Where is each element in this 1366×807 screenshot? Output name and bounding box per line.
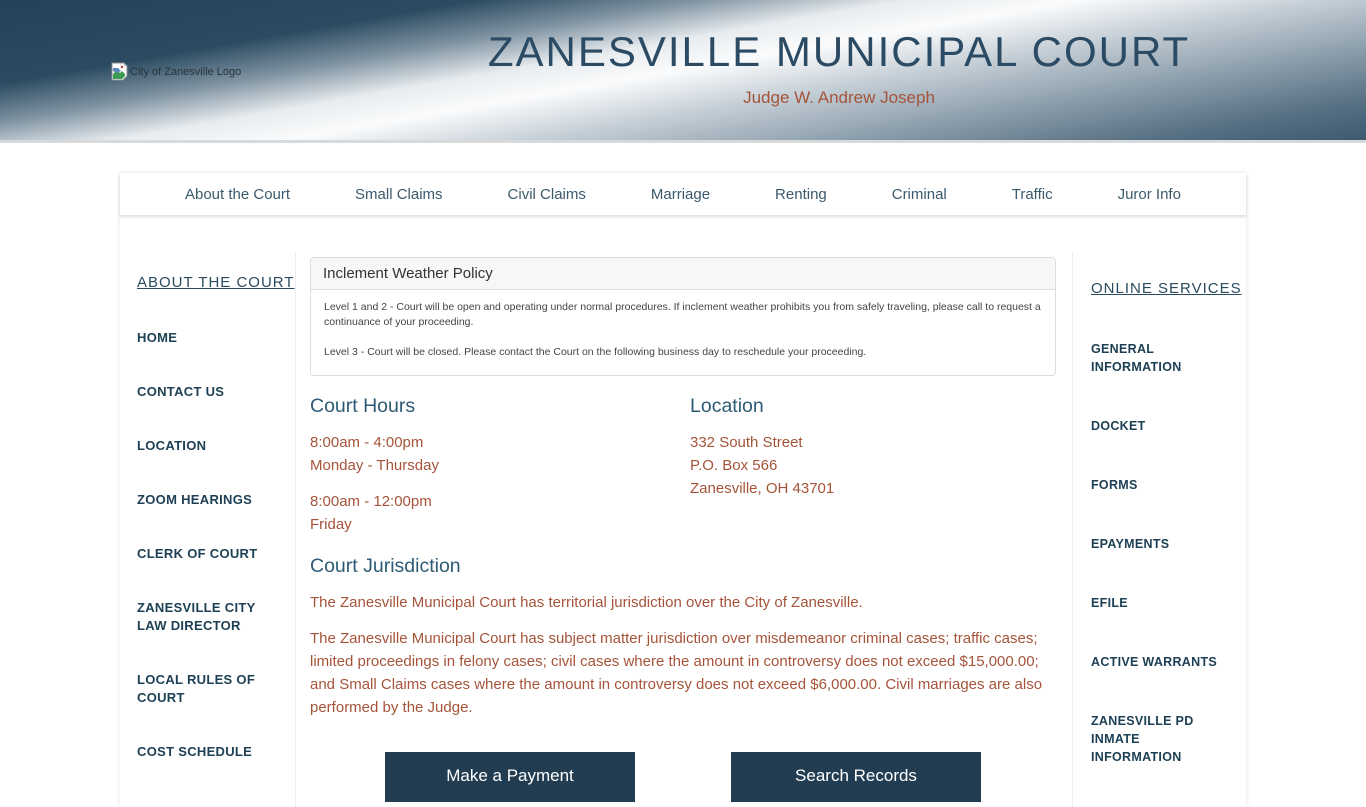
sidebar-item-active-warrants[interactable]: ACTIVE WARRANTS bbox=[1091, 655, 1218, 669]
nav-item-juror-info[interactable]: Juror Info bbox=[1117, 185, 1181, 203]
location-heading: Location bbox=[690, 395, 764, 417]
sidebar-item-clerk-of-court[interactable]: CLERK OF COURT bbox=[137, 546, 258, 561]
sidebar-item-zoom-hearings[interactable]: ZOOM HEARINGS bbox=[137, 492, 253, 507]
page-title: ZANESVILLE MUNICIPAL COURT bbox=[487, 28, 1191, 75]
search-records-button[interactable]: Search Records bbox=[731, 752, 981, 802]
weather-panel-title: Inclement Weather Policy bbox=[311, 258, 1055, 290]
page-wrapper bbox=[120, 173, 1246, 807]
court-jurisdiction-section bbox=[310, 555, 1056, 719]
weather-level-3-text: Level 3 - Court will be closed. Please contact the Court on the following business day to reschedule your proceeding. bbox=[324, 346, 867, 358]
weather-level-1-2-text: Level 1 and 2 - Court will be open and operating under normal procedures. If inclement weather prohibits you from safely traveling, please call to request a continuance of your proceeding. bbox=[324, 301, 1041, 328]
judge-subtitle: Judge W. Andrew Joseph bbox=[743, 88, 935, 107]
sidebar-item-law-director[interactable]: ZANESVILLE CITY LAW DIRECTOR bbox=[137, 600, 256, 633]
nav-item-civil-claims[interactable]: Civil Claims bbox=[507, 185, 586, 203]
jurisdiction-heading: Court Jurisdiction bbox=[310, 555, 461, 577]
sidebar-item-forms[interactable]: FORMS bbox=[1091, 478, 1138, 492]
nav-item-traffic[interactable]: Traffic bbox=[1011, 185, 1053, 203]
sidebar-item-home[interactable]: HOME bbox=[137, 330, 178, 345]
sidebar-item-cost-schedule[interactable]: COST SCHEDULE bbox=[137, 744, 253, 759]
make-payment-button[interactable]: Make a Payment bbox=[385, 752, 635, 802]
main-content bbox=[296, 252, 1072, 807]
hours-friday-times: 8:00am - 12:00pm bbox=[310, 493, 432, 510]
sidebar-item-inmate-information[interactable]: ZANESVILLE PD INMATE INFORMATION bbox=[1091, 714, 1194, 764]
location-po-box: P.O. Box 566 bbox=[690, 457, 778, 474]
nav-item-renting[interactable]: Renting bbox=[775, 185, 827, 203]
jurisdiction-territorial-text: The Zanesville Municipal Court has territorial jurisdiction over the City of Zanesville. bbox=[310, 594, 863, 611]
main-navigation bbox=[120, 173, 1246, 215]
hours-weekday-times: 8:00am - 4:00pm bbox=[310, 434, 424, 451]
sidebar-item-contact-us[interactable]: CONTACT US bbox=[137, 384, 225, 399]
court-hours-section bbox=[310, 376, 690, 536]
sidebar-item-location[interactable]: LOCATION bbox=[137, 438, 207, 453]
sidebar-heading-online-services[interactable]: ONLINE SERVICES bbox=[1091, 280, 1242, 297]
location-city-state-zip: Zanesville, OH 43701 bbox=[690, 480, 835, 497]
sidebar-heading-about-the-court[interactable]: ABOUT THE COURT bbox=[137, 274, 295, 291]
location-section bbox=[690, 376, 1056, 536]
city-logo-broken-image bbox=[111, 62, 241, 81]
sidebar-item-general-information[interactable]: GENERAL INFORMATION bbox=[1091, 342, 1182, 374]
jurisdiction-subject-matter-text: The Zanesville Municipal Court has subject matter jurisdiction over misdemeanor criminal cases; traffic cases; limited proceedings in felony cases; civil cases where the amount in controversy does not exceed $15,000.00; and Small Claims cases where the amount in controversy does not exceed $6,000.00. Civil marriages are also performed by the Judge. bbox=[310, 630, 1043, 716]
hours-weekday-days: Monday - Thursday bbox=[310, 457, 439, 474]
broken-image-icon bbox=[111, 62, 128, 81]
location-street: 332 South Street bbox=[690, 434, 803, 451]
header-banner bbox=[0, 0, 1366, 143]
sidebar-item-efile[interactable]: EFILE bbox=[1091, 596, 1128, 610]
nav-item-about-the-court[interactable]: About the Court bbox=[184, 185, 291, 203]
logo-alt-text: City of Zanesville Logo bbox=[130, 66, 242, 78]
sidebar-item-docket[interactable]: DOCKET bbox=[1091, 419, 1146, 433]
sidebar-item-local-rules[interactable]: LOCAL RULES OF COURT bbox=[137, 672, 256, 705]
inclement-weather-panel bbox=[310, 257, 1056, 376]
hours-friday-days: Friday bbox=[310, 516, 352, 533]
sidebar-item-epayments[interactable]: EPAYMENTS bbox=[1091, 537, 1170, 551]
left-sidebar bbox=[120, 252, 296, 807]
right-sidebar bbox=[1072, 252, 1246, 807]
nav-item-small-claims[interactable]: Small Claims bbox=[355, 185, 443, 203]
nav-item-criminal[interactable]: Criminal bbox=[891, 185, 947, 203]
nav-item-marriage[interactable]: Marriage bbox=[650, 185, 711, 203]
court-hours-heading: Court Hours bbox=[310, 395, 416, 417]
